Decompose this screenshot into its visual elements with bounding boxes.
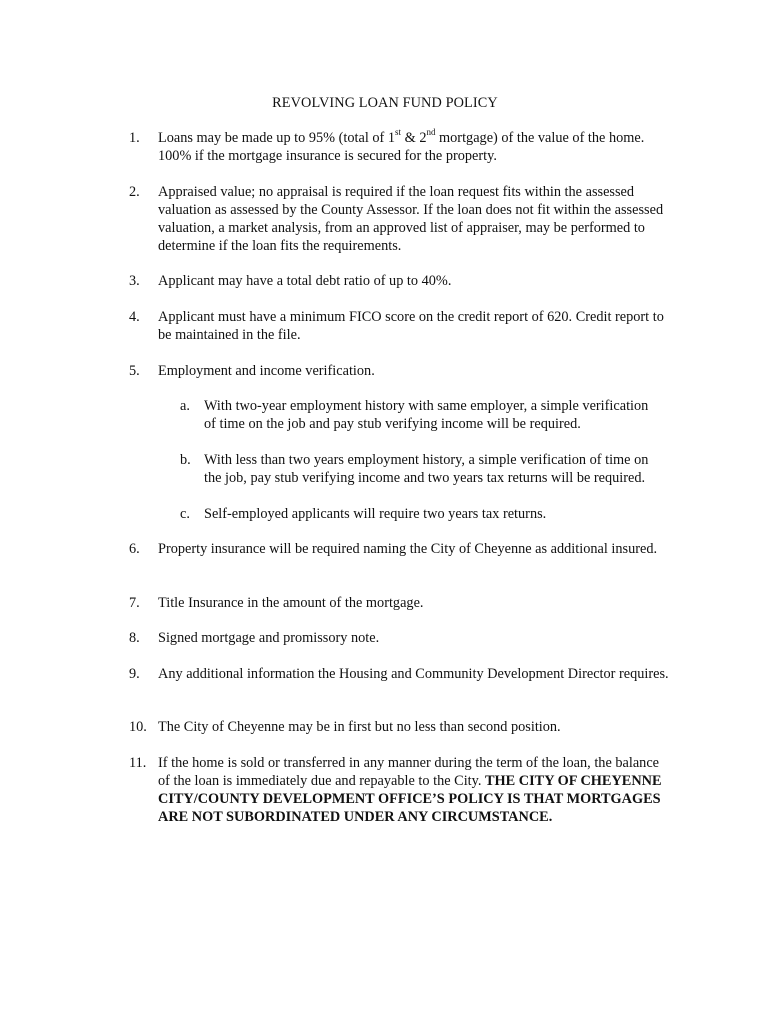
item-number: 1. — [129, 130, 140, 146]
sub-item-b — [180, 451, 660, 487]
sub-item-text: With two-year employment history with same employer, a simple verification of time on the job and pay stub verifying income will be required. — [204, 398, 649, 432]
sub-item-a — [180, 397, 660, 433]
item-text: Applicant must have a minimum FICO score on the credit report of 620. Credit report to be maintained in the file. — [158, 309, 664, 343]
policy-item-2 — [129, 183, 669, 255]
item-text: Title Insurance in the amount of the mortgage. — [158, 595, 424, 611]
document-title: REVOLVING LOAN FUND POLICY — [272, 95, 498, 111]
sub-item-text: With less than two years employment history, a simple verification of time on the job, pay stub verifying income and two years tax returns will be required. — [204, 452, 649, 486]
item-text: Applicant may have a total debt ratio of up to 40%. — [158, 273, 452, 289]
item-number: 5. — [129, 363, 140, 379]
policy-item-10 — [129, 718, 669, 736]
item-text: Employment and income verification. — [158, 363, 375, 379]
item-text: The City of Cheyenne may be in first but no less than second position. — [158, 719, 561, 735]
policy-item-5 — [129, 362, 669, 380]
policy-item-11 — [129, 754, 669, 826]
item-number: 4. — [129, 309, 140, 325]
policy-item-4 — [129, 308, 669, 344]
sub-item-c — [180, 505, 660, 523]
item-text: Appraised value; no appraisal is required if the loan request fits within the assessed valuation as assessed by the County Assessor. If the loan does not fit within the assessed valuation, a market analysis, from an approved list of appraiser, may be performed to determine if the loan fits the requirements. — [158, 184, 664, 254]
item-text: If the home is sold or transferred in any manner during the term of the loan, the balance of the loan is immediately due and repayable to the City. THE CITY OF CHEYENNE CITY/COUNTY DEVELOPMENT OFFICE’S POLICY IS THAT MORTGAGES ARE NOT SUBORDINATED UNDER ANY CIRCUMSTANCE. — [158, 755, 662, 825]
item-number: 3. — [129, 273, 140, 289]
item-number: 2. — [129, 184, 140, 200]
item-number: 7. — [129, 595, 140, 611]
item-text: Loans may be made up to 95% (total of 1st & 2nd mortgage) of the value of the home. 100% if the mortgage insurance is secured for the property. — [158, 127, 645, 164]
sub-item-letter: a. — [180, 398, 190, 414]
policy-item-3 — [129, 272, 669, 290]
policy-item-7 — [129, 594, 669, 612]
sub-item-text: Self-employed applicants will require two years tax returns. — [204, 506, 547, 522]
policy-emphasis: THE CITY OF CHEYENNE CITY/COUNTY DEVELOPMENT OFFICE’S POLICY IS THAT MORTGAGES ARE NOT SUBORDINATED UNDER ANY CIRCUMSTANCE. — [158, 773, 662, 825]
policy-item-1 — [129, 129, 669, 165]
item-text: Property insurance will be required naming the City of Cheyenne as additional insured. — [158, 541, 658, 557]
item-number: 6. — [129, 541, 140, 557]
policy-item-6 — [129, 540, 669, 558]
item-text: Signed mortgage and promissory note. — [158, 630, 380, 646]
sub-item-letter: b. — [180, 452, 191, 468]
sub-item-letter: c. — [180, 506, 190, 522]
policy-item-9 — [129, 665, 669, 683]
item-number: 9. — [129, 666, 140, 682]
item-text: Any additional information the Housing and Community Development Director requires. — [158, 666, 669, 682]
item-number: 10. — [129, 719, 147, 735]
policy-item-8 — [129, 629, 669, 647]
item-number: 11. — [129, 755, 147, 771]
item-number: 8. — [129, 630, 140, 646]
